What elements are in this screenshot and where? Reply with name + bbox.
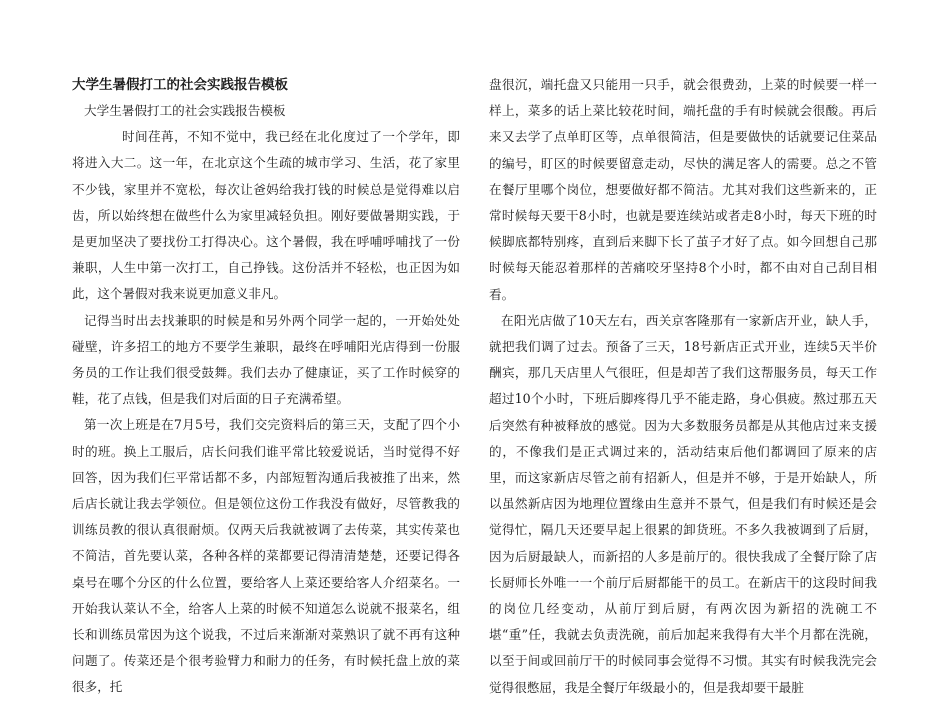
left-column [72, 72, 460, 701]
paragraph: 在阳光店做了10天左右，西关京客隆那有一家新店开业，缺人手，就把我们调了过去。预备了三天，18号新店正式开业，连续5天半价酬宾，那几天店里人气很旺，但是却苦了我们这帮服务员，每天工作超过10个小时，下班后脚疼得几乎不能走路，身心俱疲。熬过那五天后突然有种被释放的感觉。因为大多数服务员都是从其他店过来支援的，不像我们是正式调过来的，活动结束后他们都调回了原来的店里，而这家新店尽管之前有招新人，但是并不够，于是开始缺人，所以虽然新店因为地理位置缘由生意并不景气，但是我们有时候还是会觉得忙，隔几天还要早起上很累的卸货班。不多久我被调到了后厨，因为后厨最缺人，而新招的人多是前厅的。很快我成了全餐厅除了店长厨师长外唯一一个前厅后厨都能干的员工。在新店干的这段时间我的岗位几经变动，从前厅到后厨，有两次因为新招的洗碗工不堪“重”任，我就去负责洗碗，前后加起来我得有大半个月都在洗碗，以至于间或回前厅干的时候同事会觉得不习惯。其实有时候我洗完会觉得很憋屈，我是全餐厅年级最小的，但是我却要干最脏 [489, 312, 877, 695]
paragraph: 盘很沉，端托盘又只能用一只手，就会很费劲，上菜的时候要一样一样上，菜多的话上菜比较花时间，端托盘的手有时候就会很酸。再后来又去学了点单盯区等，点单很简洁，但是要做快的话就要记住菜品的编号，盯区的时候要留意走动，尽快的满足客人的需要。总之不管在餐厅里哪个岗位，想要做好都不简洁。尤其对我们这些新来的，正常时候每天要干8小时，也就是要连续站或者走8小时，每天下班的时候脚底都特别疼，直到后来脚下长了茧子才好了点。如今回想自己那时候每天能忍着那样的苦痛咬牙坚持8个小时，都不由对自己刮目相看。 [489, 77, 877, 302]
right-column [489, 72, 877, 701]
document-title: 大学生暑假打工的社会实践报告模板 [72, 77, 288, 93]
paragraph: 记得当时出去找兼职的时候是和另外两个同学一起的，一开始处处碰壁，许多招工的地方不要学生兼职，最终在呼哺阳光店得到一份服务员的工作让我们很受鼓舞。我们去办了健康证，买了工作时候穿的鞋，花了点钱，但是我们对后面的日子充满希望。 [72, 312, 460, 407]
document-subtitle: 大学生暑假打工的社会实践报告模板 [84, 103, 286, 118]
paragraph: 第一次上班是在7月5号，我们交完资料后的第三天，支配了四个小时的班。换上工服后，店长问我们谁平常比较爱说话，当时觉得不好回答，因为我们仨平常话都不多，内部短暂沟通后我被推了出来，然后店长就让我去学领位。但是领位这份工作我没有做好，尽管教我的训练员教的很认真很耐烦。仅两天后我就被调了去传菜，其实传菜也不简洁，首先要认菜，各种各样的菜都要记得清清楚楚，还要记得各桌号在哪个分区的什么位置，要给客人上菜还要给客人介绍菜名。一开始我认菜认不全，给客人上菜的时候不知道怎么说就不报菜名，组长和训练员常因为这个说我，不过后来渐渐对菜熟识了就不再有这种问题了。传菜还是个很考验臂力和耐力的任务，有时候托盘上放的菜很多，托 [72, 417, 460, 695]
paragraph: 时间荏苒，不知不觉中，我已经在北化度过了一个学年，即将进入大二。这一年，在北京这个生疏的城市学习、生活，花了家里不少钱，家里并不宽松，每次让爸妈给我打钱的时候总是觉得难以启齿，所以始终想在做些什么为家里减轻负担。刚好要做暑期实践，于是更加坚决了要找份工打得决心。这个暑假，我在呼哺呼哺找了一份兼职，人生中第一次打工，自己挣钱。这份活并不轻松，也正因为如此，这个暑假对我来说更加意义非凡。 [72, 129, 460, 302]
